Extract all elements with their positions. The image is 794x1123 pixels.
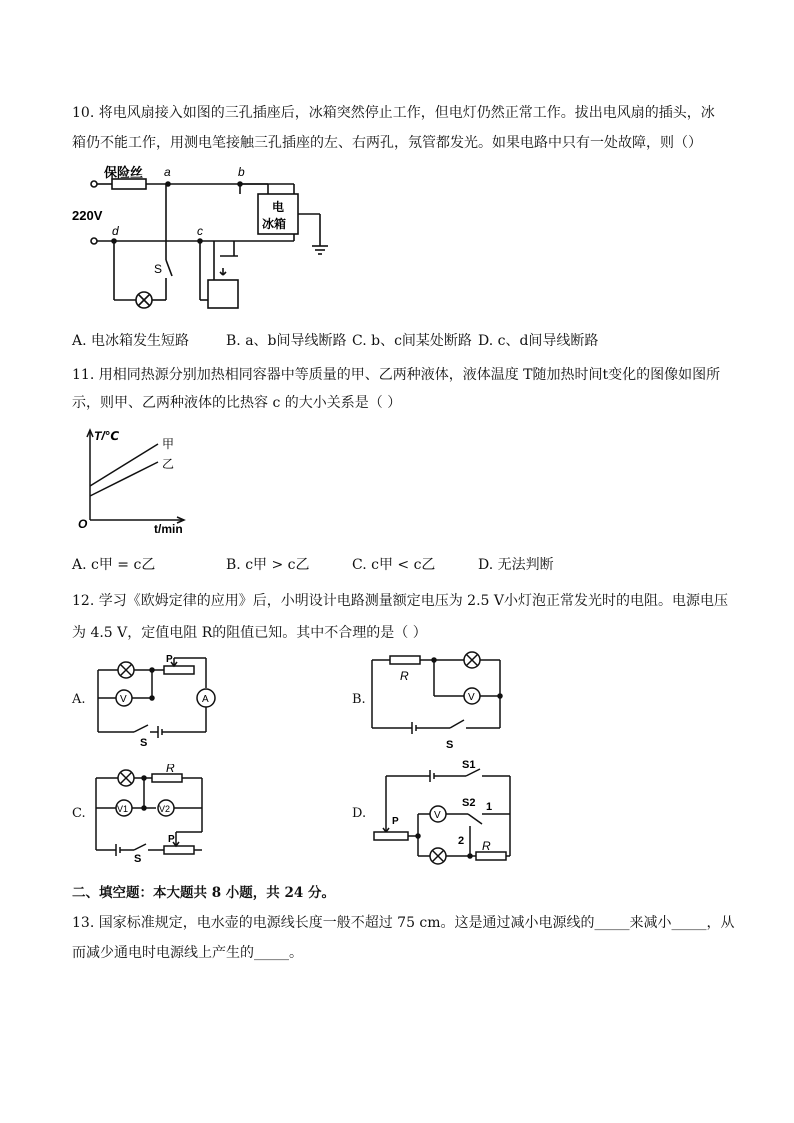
q12b-resistor-r: R	[400, 669, 409, 683]
q12d-slider-p: P	[392, 816, 399, 827]
q12-text-line-1: 12. 学习《欧姆定律的应用》后，小明设计电路测量额定电压为 2.5 V小灯泡正常发光时的电阻。电源电压	[72, 593, 728, 609]
q12c-voltmeter-v1: V1	[117, 804, 129, 814]
q10-option-d: D. c、d间导线断路	[478, 333, 599, 349]
q12c-voltmeter-v2: V2	[159, 804, 171, 814]
q11-label-jia: 甲	[162, 437, 175, 451]
q10-point-d: d	[112, 224, 119, 238]
q12d-terminal-2: 2	[458, 835, 465, 847]
q12d-voltmeter-v: V	[434, 810, 441, 821]
q10-text-line-1: 10. 将电风扇接入如图的三孔插座后，冰箱突然停止工作，但电灯仍然正常工作。拔出电风扇的插头，冰	[72, 105, 715, 121]
q11-option-d: D. 无法判断	[478, 557, 554, 573]
q12d-terminal-1: 1	[486, 801, 493, 813]
section-2-heading: 二、填空题：本大题共 8 小题，共 24 分。	[72, 885, 335, 901]
q11-y-axis-label: T/℃	[94, 429, 120, 443]
q12c-switch-s: S	[134, 853, 142, 864]
q12-figure-d-label: D.	[352, 806, 367, 821]
q12-figure-c-label: C.	[72, 806, 86, 821]
q10-point-c: c	[197, 224, 203, 238]
q11-x-axis-label: t/min	[154, 522, 183, 536]
q10-option-a: A. 电冰箱发生短路	[72, 333, 190, 349]
q12d-resistor-r: R	[482, 839, 491, 853]
q11-origin-label: O	[78, 517, 88, 531]
q10-option-b: B. a、b间导线断路	[226, 333, 347, 349]
q11-temperature-graph	[72, 424, 202, 536]
q12a-ammeter-a: A	[202, 694, 209, 705]
q12c-slider-p: P	[168, 834, 175, 845]
q10-text-line-2: 箱仍不能工作，用测电笔接触三孔插座的左、右两孔，氖管都发光。如果电路中只有一处故障，则（）	[72, 135, 702, 151]
q12b-switch-s: S	[446, 739, 454, 750]
q10-option-c: C. b、c间某处断路	[352, 333, 472, 349]
q10-voltage-label: 220V	[72, 208, 103, 223]
q12-text-line-2: 为 4.5 V，定值电阻 R的阻值已知。其中不合理的是（ ）	[72, 625, 427, 641]
q10-circuit-diagram	[72, 162, 342, 322]
q10-fridge-label-2: 冰箱	[262, 217, 287, 231]
q11-label-yi: 乙	[162, 457, 175, 471]
q11-option-b: B. c甲 > c乙	[226, 557, 310, 573]
q12-circuit-b	[368, 650, 508, 750]
q12-figure-a-label: A.	[72, 692, 86, 707]
q11-text-line-2: 示，则甲、乙两种液体的比热容 c 的大小关系是（ ）	[72, 395, 402, 411]
q12a-switch-s: S	[140, 737, 148, 749]
q11-text-line-1: 11. 用相同热源分别加热相同容器中等质量的甲、乙两种液体，液体温度 T随加热时间t变化的图像如图所	[72, 367, 721, 383]
q13-text-line-2: 而减少通电时电源线上产生的_____。	[72, 945, 303, 961]
q12a-voltmeter-v: V	[120, 694, 127, 705]
q13-text-line-1: 13. 国家标准规定，电水壶的电源线长度一般不超过 75 cm。这是通过减小电源线的_____来减小_____，从	[72, 915, 735, 931]
q10-switch-label: S	[154, 262, 163, 276]
q12d-switch-s1: S1	[462, 759, 476, 771]
q10-fuse-label: 保险丝	[104, 165, 144, 180]
q11-option-a: A. c甲 = c乙	[72, 557, 156, 573]
q12-circuit-c	[90, 764, 220, 864]
q11-option-c: C. c甲 < c乙	[352, 557, 436, 573]
q12c-resistor-r: R	[166, 764, 175, 775]
q12-figure-b-label: B.	[352, 692, 366, 707]
q10-point-a: a	[164, 165, 171, 179]
q10-fridge-label-1: 电	[272, 200, 285, 214]
q12-circuit-a	[90, 650, 230, 750]
q12d-switch-s2: S2	[462, 797, 476, 809]
q10-point-b: b	[238, 165, 245, 179]
q12a-slider-p: P	[166, 654, 173, 665]
q12b-voltmeter-v: V	[468, 692, 475, 703]
q12-circuit-d	[370, 758, 520, 866]
